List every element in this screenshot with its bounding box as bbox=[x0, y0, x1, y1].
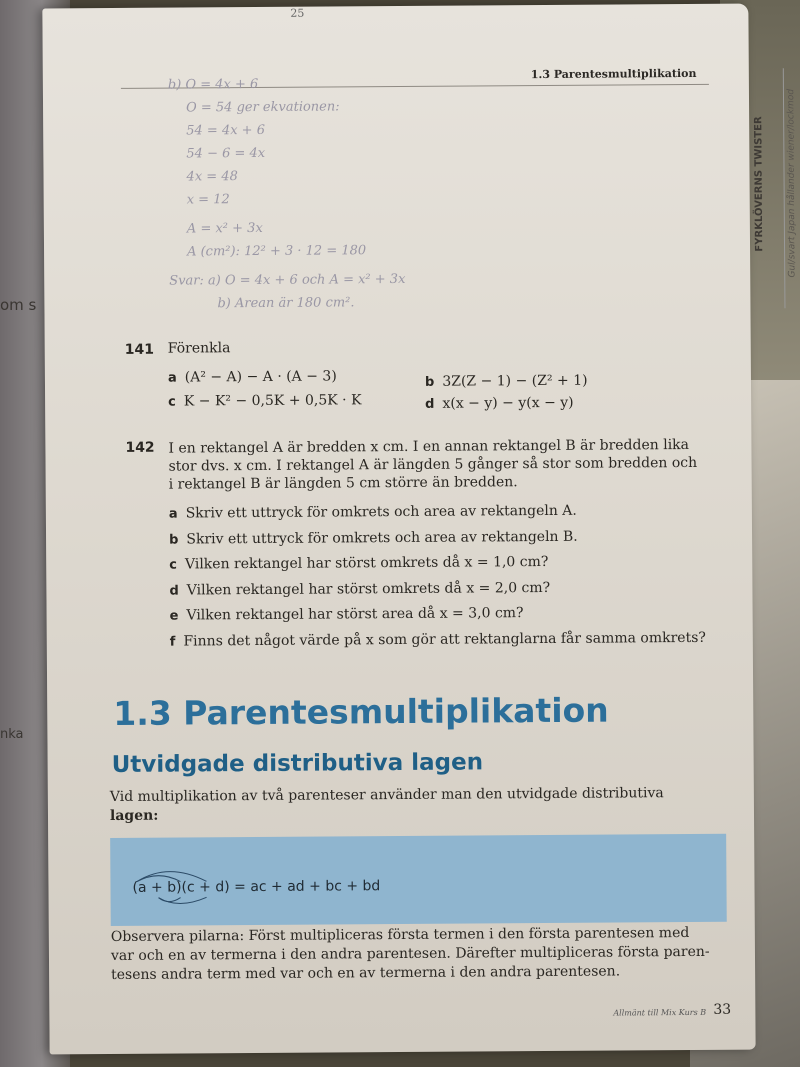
intro-paragraph bbox=[110, 784, 664, 826]
sub-text: Skriv ett uttryck för omkrets och area av rektangeln A. bbox=[185, 502, 577, 522]
solution-line: A (cm²): 12² + 3 · 12 = 180 bbox=[187, 243, 367, 260]
sub-question bbox=[169, 549, 705, 578]
problem-item bbox=[168, 368, 337, 385]
distributive-formula: (a + b)(c + d) = ac + ad + bc + bd bbox=[132, 878, 381, 896]
item-expr: K − K² − 0,5K + 0,5K · K bbox=[183, 392, 362, 410]
sub-label: c bbox=[169, 557, 178, 573]
stem-line: I en rektangel A är bredden x cm. I en annan rektangel B är bredden lika bbox=[168, 436, 690, 457]
stem-line: stor dvs. x cm. I rektangel A är längden 5 gånger så stor som bredden och bbox=[168, 454, 698, 475]
running-header: 1.3 Parentesmultiplikation bbox=[530, 66, 697, 82]
formula-box bbox=[110, 834, 727, 926]
sub-text: Vilken rektangel har störst omkrets då x = 2,0 cm? bbox=[186, 579, 551, 598]
sub-question bbox=[169, 574, 705, 603]
item-expr: x(x − y) − y(x − y) bbox=[442, 394, 574, 412]
observe-line: Observera pilarna: Först multipliceras första termen i den första parentesen med bbox=[110, 924, 690, 946]
problem-number: 142 bbox=[125, 439, 155, 456]
sub-question bbox=[170, 600, 706, 629]
item-expr: (A² − A) − A · (A − 3) bbox=[184, 368, 337, 386]
item-label: a bbox=[167, 370, 177, 386]
sub-questions bbox=[169, 498, 706, 655]
problem-item bbox=[425, 373, 588, 390]
stem-line: i rektangel B är längden 5 cm större än bredden. bbox=[168, 474, 518, 493]
sub-label: b bbox=[169, 532, 179, 548]
footer-book-title: Allmänt till Mix Kurs B bbox=[613, 1007, 707, 1018]
side-tab-subtitle: Gul/svart Japan hållander wiener/lockmod bbox=[786, 88, 798, 278]
side-tab-title: FYRKLÖVERNS TWISTER bbox=[753, 116, 766, 252]
sub-text: Finns det något värde på x som gör att rektanglarna får samma omkrets? bbox=[183, 629, 706, 650]
left-page-fragment-2: nka bbox=[0, 727, 24, 742]
observe-paragraph bbox=[111, 924, 710, 985]
intro-line: Vid multiplikation av två parenteser använder man den utvidgade distributiva bbox=[109, 785, 664, 806]
sub-text: Skriv ett uttryck för omkrets och area av rektangeln B. bbox=[186, 528, 578, 547]
solution-block bbox=[168, 72, 406, 316]
solution-line: 54 − 6 = 4x bbox=[186, 145, 266, 162]
problem-stem bbox=[168, 436, 697, 494]
sub-question bbox=[170, 625, 706, 654]
solution-line: 4x = 48 bbox=[186, 169, 238, 185]
side-tab bbox=[739, 73, 800, 303]
solution-line: b) Arean är 180 cm². bbox=[217, 295, 355, 312]
sub-text: Vilken rektangel har störst area då x = 3,0 cm? bbox=[186, 605, 524, 624]
problem-item bbox=[168, 392, 362, 409]
solution-line: O = 54 ger ekvationen: bbox=[186, 99, 340, 116]
problem-title: Förenkla bbox=[167, 340, 231, 357]
problem-item bbox=[425, 395, 574, 412]
observe-line: tesens andra term med var och en av termerna i den andra parentesen. bbox=[111, 963, 621, 984]
page-number: 33 bbox=[713, 1001, 732, 1018]
solution-line: b) O = 4x + 6 bbox=[167, 76, 259, 93]
solution-line: 54 = 4x + 6 bbox=[186, 122, 266, 139]
item-label: b bbox=[424, 374, 435, 390]
book-page bbox=[42, 4, 798, 1055]
intro-line: lagen: bbox=[109, 807, 159, 825]
sub-label: f bbox=[169, 634, 176, 650]
sub-label: a bbox=[168, 506, 178, 522]
sub-label: d bbox=[169, 583, 179, 599]
observe-line: var och en av termerna i den andra parentesen. Därefter multipliceras första paren- bbox=[110, 943, 710, 965]
item-label: d bbox=[425, 396, 435, 412]
sub-label: e bbox=[169, 608, 179, 624]
problem-number: 141 bbox=[124, 341, 155, 358]
section-subheading: Utvidgade distributiva lagen bbox=[111, 749, 484, 779]
sub-question bbox=[169, 523, 705, 552]
section-heading: 1.3 Parentesmultiplikation bbox=[113, 690, 609, 733]
solution-line: x = 12 bbox=[186, 192, 230, 208]
sub-question bbox=[169, 498, 705, 527]
top-mark: 25 bbox=[290, 6, 305, 20]
sub-text: Vilken rektangel har störst omkrets då x = 1,0 cm? bbox=[184, 553, 549, 573]
solution-line: A = x² + 3x bbox=[186, 220, 263, 237]
item-expr: 3Z(Z − 1) − (Z² + 1) bbox=[442, 372, 588, 390]
solution-line: Svar: a) O = 4x + 6 och A = x² + 3x bbox=[169, 271, 406, 289]
left-page-fragment: om s bbox=[0, 296, 37, 314]
item-label: c bbox=[168, 394, 176, 410]
